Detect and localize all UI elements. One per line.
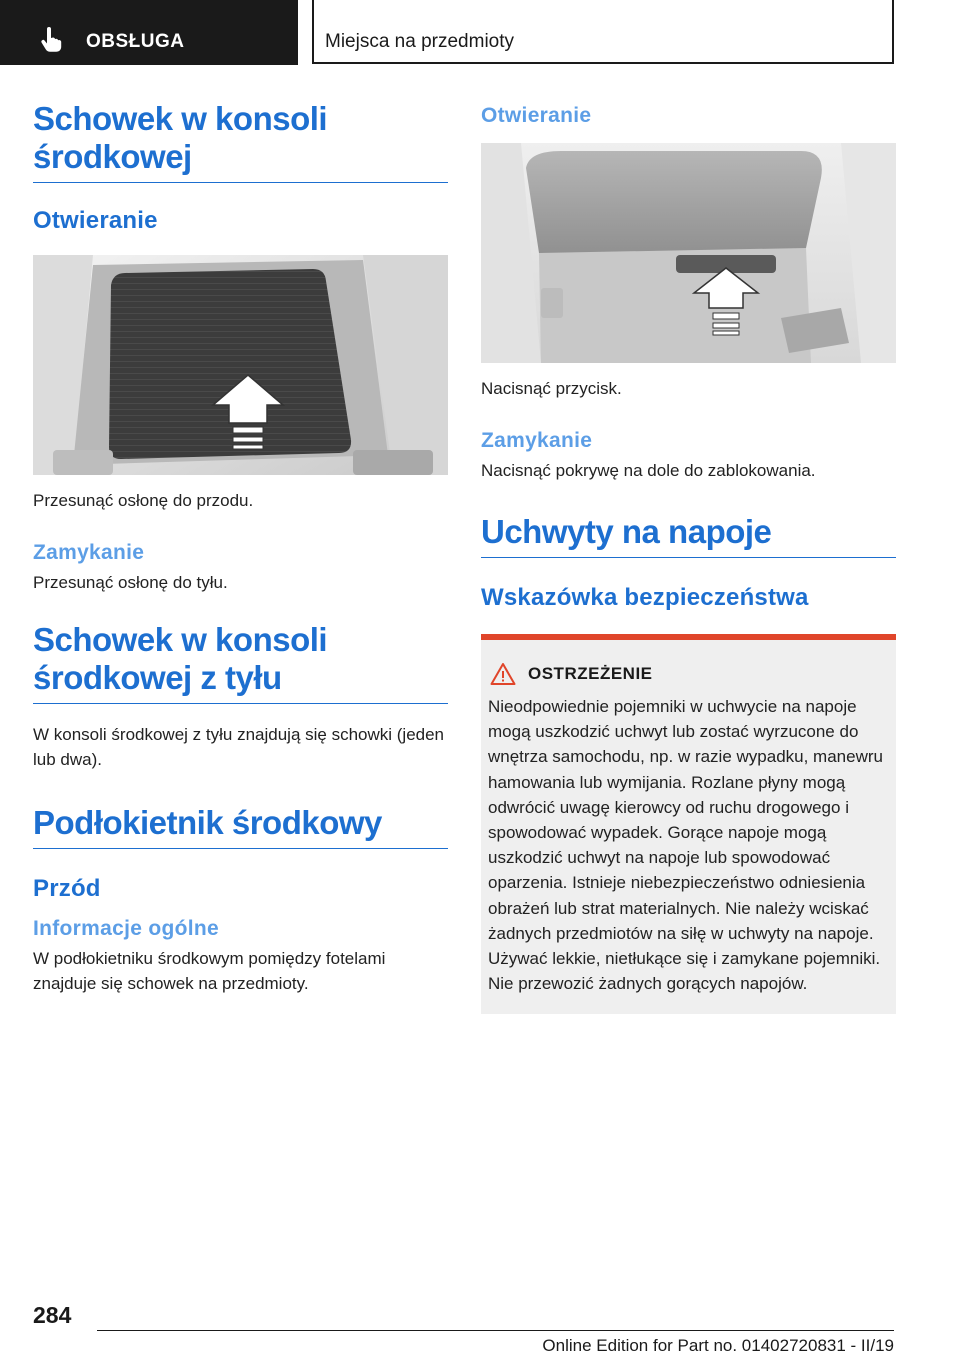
warning-text: Nieodpowiednie pojemniki w uchwycie na napoje mogą uszkodzić uchwyt lub zostać wyrzucone do wnętrza samochodu, np. w razie wypadku, manewru hamowania lub wymijania. Rozlane płyny mogą odwrócić uwagę kierowcy od ruchu drogowego i spowodować wypadek. Gorące napoje mogą uszkodzić uchwyt na napoje lub spowodować oparzenia. Istnieje niebezpieczeństwo odniesienia obrażeń lub strat materialnych. Nie należy wciskać żadnych przedmiotów na siłę w uchwyty na napoje. Używać lekkie, nietłukące się i zamykane pojemniki. Nie przewozić żadnych gorących napojów. — [488, 697, 883, 994]
heading-front: Przód — [33, 875, 101, 902]
warning-box — [481, 634, 896, 1014]
heading-cupholders: Uchwyty na napoje — [481, 513, 896, 558]
hand-pointer-icon — [38, 27, 64, 53]
console-cover-photo — [33, 255, 448, 475]
header-section-tab — [0, 0, 298, 65]
heading-rear-console-storage: Schowek w konsoli środkowej z tyłu — [33, 621, 448, 704]
right-column — [481, 100, 896, 1014]
heading-closing: Zamykanie — [33, 541, 145, 564]
text-rear-storage: W konsoli środkowej z tyłu znajdują się schowki (jeden lub dwa). — [33, 725, 445, 769]
warning-title: OSTRZEŻENIE — [528, 664, 653, 683]
heading-center-armrest: Podłokietnik środkowy — [33, 804, 448, 849]
heading-closing-armrest: Zamykanie — [481, 429, 593, 452]
text-press-lid: Nacisnąć pokrywę na dole do zablokowania. — [481, 461, 816, 480]
text-armrest-storage: W podłokietniku środkowym pomiędzy fotelami znajduje się schowek na przedmioty. — [33, 949, 386, 993]
text-slide-back: Przesunąć osłonę do tyłu. — [33, 573, 228, 592]
caption-slide-forward: Przesunąć osłonę do przodu. — [33, 491, 254, 510]
footer-rule — [97, 1330, 894, 1331]
heading-opening-armrest: Otwieranie — [481, 104, 592, 127]
armrest-photo — [481, 143, 896, 363]
warning-triangle-icon — [490, 662, 516, 686]
heading-safety-note: Wskazówka bezpieczeństwa — [481, 584, 809, 611]
left-column — [33, 100, 448, 996]
heading-general-information: Informacje ogólne — [33, 917, 219, 940]
caption-press-button: Nacisnąć przycisk. — [481, 379, 622, 398]
footer-edition: Online Edition for Part no. 01402720831 - II/19 — [542, 1336, 894, 1355]
warning-header — [488, 662, 889, 686]
page-number: 284 — [33, 1302, 72, 1328]
header-section-title: OBSŁUGA — [86, 31, 185, 52]
heading-opening: Otwieranie — [33, 207, 158, 234]
header-topic: Miejsca na przedmioty — [325, 31, 515, 52]
heading-console-storage: Schowek w konsoli środkowej — [33, 100, 448, 183]
